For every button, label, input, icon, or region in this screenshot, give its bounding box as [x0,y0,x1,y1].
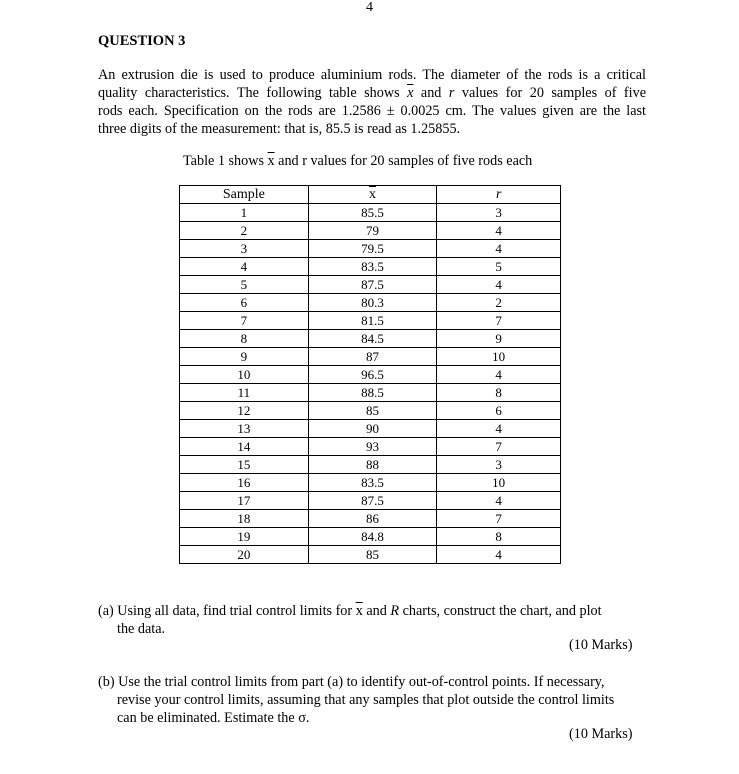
cell-xbar: 90 [308,420,437,438]
cell-xbar: 83.5 [308,474,437,492]
cell-r: 4 [437,276,561,294]
table-row [180,528,561,546]
cell-r: 7 [437,312,561,330]
cell-sample: 10 [180,366,309,384]
cell-xbar: 87.5 [308,492,437,510]
table-row [180,510,561,528]
cell-r: 4 [437,420,561,438]
cell-sample: 16 [180,474,309,492]
cell-r: 4 [437,240,561,258]
intro-line-1: An extrusion die is used to produce aluminium rods. The diameter of the rods is a critical [98,67,646,83]
cell-r: 4 [437,222,561,240]
cell-r: 9 [437,330,561,348]
cell-sample: 12 [180,402,309,420]
cell-r: 5 [437,258,561,276]
header-sample: Sample [180,186,309,204]
cell-sample: 11 [180,384,309,402]
cell-xbar: 80.3 [308,294,437,312]
cell-sample: 7 [180,312,309,330]
part-a [98,602,602,638]
cell-sample: 15 [180,456,309,474]
cell-xbar: 87.5 [308,276,437,294]
cell-r: 2 [437,294,561,312]
table-row [180,438,561,456]
table-row [180,474,561,492]
cell-sample: 18 [180,510,309,528]
cell-xbar: 83.5 [308,258,437,276]
cell-xbar: 88.5 [308,384,437,402]
cell-xbar: 93 [308,438,437,456]
cell-r: 6 [437,402,561,420]
intro-line-3: rods each. Specification on the rods are 1.2586 ± 0.0025 cm. The values given are the last [98,103,646,119]
intro-line-2: quality characteristics. The following table shows $\overline{x}$ and r values for 20 samples of five [98,85,646,101]
table-row [180,312,561,330]
part-a-line-1: (a) Using all data, find trial control limits for $\overline{x}$ and R charts, construct the chart, and plot [98,603,602,619]
part-b-line-1: (b) Use the trial control limits from part (a) to identify out-of-control points. If necessary, [98,674,605,690]
cell-sample: 1 [180,204,309,222]
cell-r: 7 [437,510,561,528]
cell-xbar: 96.5 [308,366,437,384]
table-row [180,348,561,366]
table-row [180,258,561,276]
header-xbar: $\overline{x}$ [308,186,437,204]
cell-sample: 13 [180,420,309,438]
cell-sample: 14 [180,438,309,456]
table-row [180,546,561,564]
cell-sample: 8 [180,330,309,348]
cell-r: 3 [437,456,561,474]
table-row [180,492,561,510]
cell-xbar: 86 [308,510,437,528]
table-header-row [180,186,561,204]
question-heading: QUESTION 3 [98,33,186,49]
table-caption: Table 1 shows $\overline{x}$ and r values for 20 samples of five rods each [183,153,533,169]
cell-r: 4 [437,492,561,510]
part-b-marks: (10 Marks) [569,726,633,742]
question-intro [98,66,646,138]
part-a-marks: (10 Marks) [569,637,633,653]
cell-xbar: 87 [308,348,437,366]
samples-table [179,185,561,564]
table-row [180,294,561,312]
header-r: r [437,186,561,204]
part-a-line-2: the data. [117,621,166,637]
cell-r: 7 [437,438,561,456]
cell-sample: 6 [180,294,309,312]
table-row [180,420,561,438]
cell-xbar: 88 [308,456,437,474]
R-symbol: R [390,603,400,619]
table-row [180,366,561,384]
page-number: 4 [366,0,373,15]
cell-sample: 17 [180,492,309,510]
cell-r: 3 [437,204,561,222]
xbar-symbol: $\overline{x}$ [407,85,414,101]
cell-xbar: 79 [308,222,437,240]
cell-xbar: 81.5 [308,312,437,330]
xbar-symbol: $\overline{x}$ [267,153,275,169]
table-row [180,276,561,294]
cell-r: 4 [437,366,561,384]
cell-sample: 9 [180,348,309,366]
table-row [180,204,561,222]
cell-r: 8 [437,384,561,402]
cell-sample: 19 [180,528,309,546]
cell-sample: 2 [180,222,309,240]
cell-r: 4 [437,546,561,564]
cell-xbar: 85.5 [308,204,437,222]
table-row [180,456,561,474]
part-b [98,673,614,727]
cell-r: 10 [437,474,561,492]
cell-r: 8 [437,528,561,546]
cell-xbar: 84.5 [308,330,437,348]
part-b-line-2: revise your control limits, assuming that any samples that plot outside the control limits [117,692,615,708]
cell-sample: 4 [180,258,309,276]
cell-xbar: 84.8 [308,528,437,546]
cell-xbar: 85 [308,546,437,564]
part-b-line-3: can be eliminated. Estimate the σ. [117,710,310,726]
cell-sample: 3 [180,240,309,258]
cell-sample: 20 [180,546,309,564]
cell-sample: 5 [180,276,309,294]
xbar-symbol: $\overline{x}$ [355,603,363,619]
table-row [180,222,561,240]
cell-r: 10 [437,348,561,366]
table-row [180,240,561,258]
cell-xbar: 85 [308,402,437,420]
intro-line-4: three digits of the measurement: that is, 85.5 is read as 1.25855. [98,121,461,137]
table-row [180,330,561,348]
cell-xbar: 79.5 [308,240,437,258]
r-symbol: r [448,85,455,101]
table-row [180,402,561,420]
table-row [180,384,561,402]
